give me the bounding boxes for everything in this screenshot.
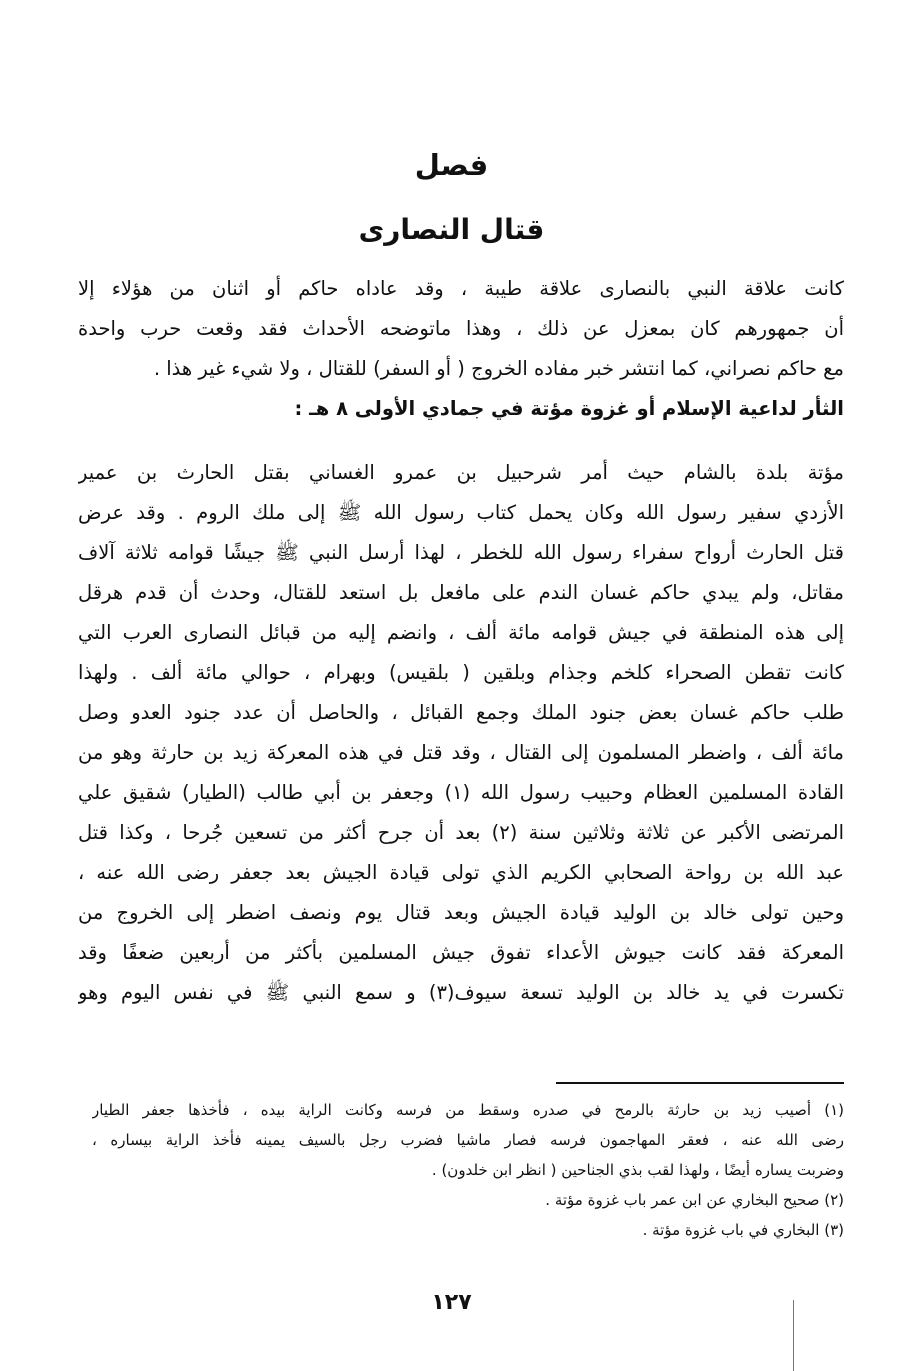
footnote-line: (٣) البخاري في باب غزوة مؤتة . bbox=[642, 1221, 844, 1239]
paragraph-2-line: مؤتة بلدة بالشام حيث أمر شرحبيل بن عمرو الغساني بقتل الحارث بن عمير bbox=[78, 461, 844, 484]
paragraph-1-line: كانت علاقة النبي بالنصارى علاقة طيبة ، وقد عاداه حاكم أو اثنان من هؤلاء إلا bbox=[78, 277, 844, 300]
footnote-line: (٢) صحيح البخاري عن ابن عمر باب غزوة مؤتة . bbox=[545, 1191, 844, 1209]
paragraph-2-line: كانت تقطن الصحراء كلخم وجذام وبلقين ( بلقيس) وبهرام ، حوالي مائة ألف . ولهذا bbox=[78, 661, 844, 684]
paragraph-2-line: المعركة فقد كانت جيوش الأعداء تفوق جيش المسلمين بأكثر من أربعين ضعفًا وقد bbox=[78, 941, 844, 964]
section-subheading: الثأر لداعية الإسلام أو غزوة مؤتة في جمادي الأولى ٨ هـ : bbox=[294, 397, 844, 420]
binding-edge-line bbox=[793, 1300, 794, 1371]
paragraph-2-line: الأزدي سفير رسول الله وكان يحمل كتاب رسول الله ﷺ إلى ملك الروم . وقد عرض bbox=[78, 501, 844, 524]
paragraph-2-line: المرتضى الأكبر عن ثلاثة وثلاثين سنة (٢) بعد أن جرح أكثر من تسعين جُرحا ، وكذا قتل bbox=[78, 821, 844, 844]
paragraph-2-line: مائة ألف ، واضطر المسلمون إلى القتال ، وقد قتل في هذه المعركة زيد بن حارثة وهو من bbox=[78, 741, 844, 764]
paragraph-2-line: تكسرت في يد خالد بن الوليد تسعة سيوف(٣) و سمع النبي ﷺ في نفس اليوم وهو bbox=[78, 981, 844, 1004]
paragraph-1-line: مع حاكم نصراني، كما انتشر خبر مفاده الخروج ( أو السفر) للقتال ، ولا شيء غير هذا . bbox=[153, 357, 844, 380]
chapter-heading: فصل bbox=[414, 148, 489, 182]
footnote-line: وضربت يساره أيضًا ، ولهذا لقب بذي الجناحين ( انظر ابن خلدون) . bbox=[431, 1161, 844, 1179]
paragraph-2-line: طلب حاكم غسان بعض جنود الملك وجمع القبائل ، والحاصل أن عدد جنود العدو وصل bbox=[78, 701, 844, 724]
page-number: ١٢٧ bbox=[431, 1290, 472, 1315]
paragraph-2-line: القادة المسلمين العظام وحبيب رسول الله (١) وجعفر بن أبي طالب (الطيار) شقيق علي bbox=[78, 781, 844, 804]
footnote-line: (١) أصيب زيد بن حارثة بالرمح في صدره وسقط من فرسه وكانت الراية بيده ، فأخذها جعفر الطيار bbox=[92, 1101, 844, 1119]
paragraph-2-line: إلى هذه المنطقة في جيش قوامه مائة ألف ، وانضم إليه من قبائل النصارى العرب التي bbox=[78, 621, 844, 644]
paragraph-2-line: عبد الله بن رواحة الصحابي الكريم الذي تولى قيادة الجيش بعد جعفر رضى الله عنه ، bbox=[78, 861, 844, 884]
chapter-title: قتال النصارى bbox=[358, 213, 545, 246]
footnote-separator bbox=[556, 1082, 844, 1084]
paragraph-2-line: وحين تولى خالد بن الوليد قيادة الجيش وبعد قتال يوم ونصف اضطر إلى الخروج من bbox=[78, 901, 844, 924]
paragraph-2-line: قتل الحارث أرواح سفراء رسول الله للخطر ، لهذا أرسل النبي ﷺ جيشًا قوامه ثلاثة آلاف bbox=[78, 541, 844, 564]
footnote-line: رضى الله عنه ، فعقر المهاجمون فرسه فصار ماشيا فضرب رجل بالسيف يمينه فأخذ الراية بيساره ، bbox=[92, 1131, 844, 1149]
paragraph-2-line: مقاتل، ولم يبدي حاكم غسان الندم على مافعل بل استعد للقتال، وحدث أن قدم هرقل bbox=[78, 581, 844, 604]
paragraph-1-line: أن جمهورهم كان بمعزل عن ذلك ، وهذا ماتوضحه الأحداث فقد وقعت حرب واحدة bbox=[78, 317, 844, 340]
